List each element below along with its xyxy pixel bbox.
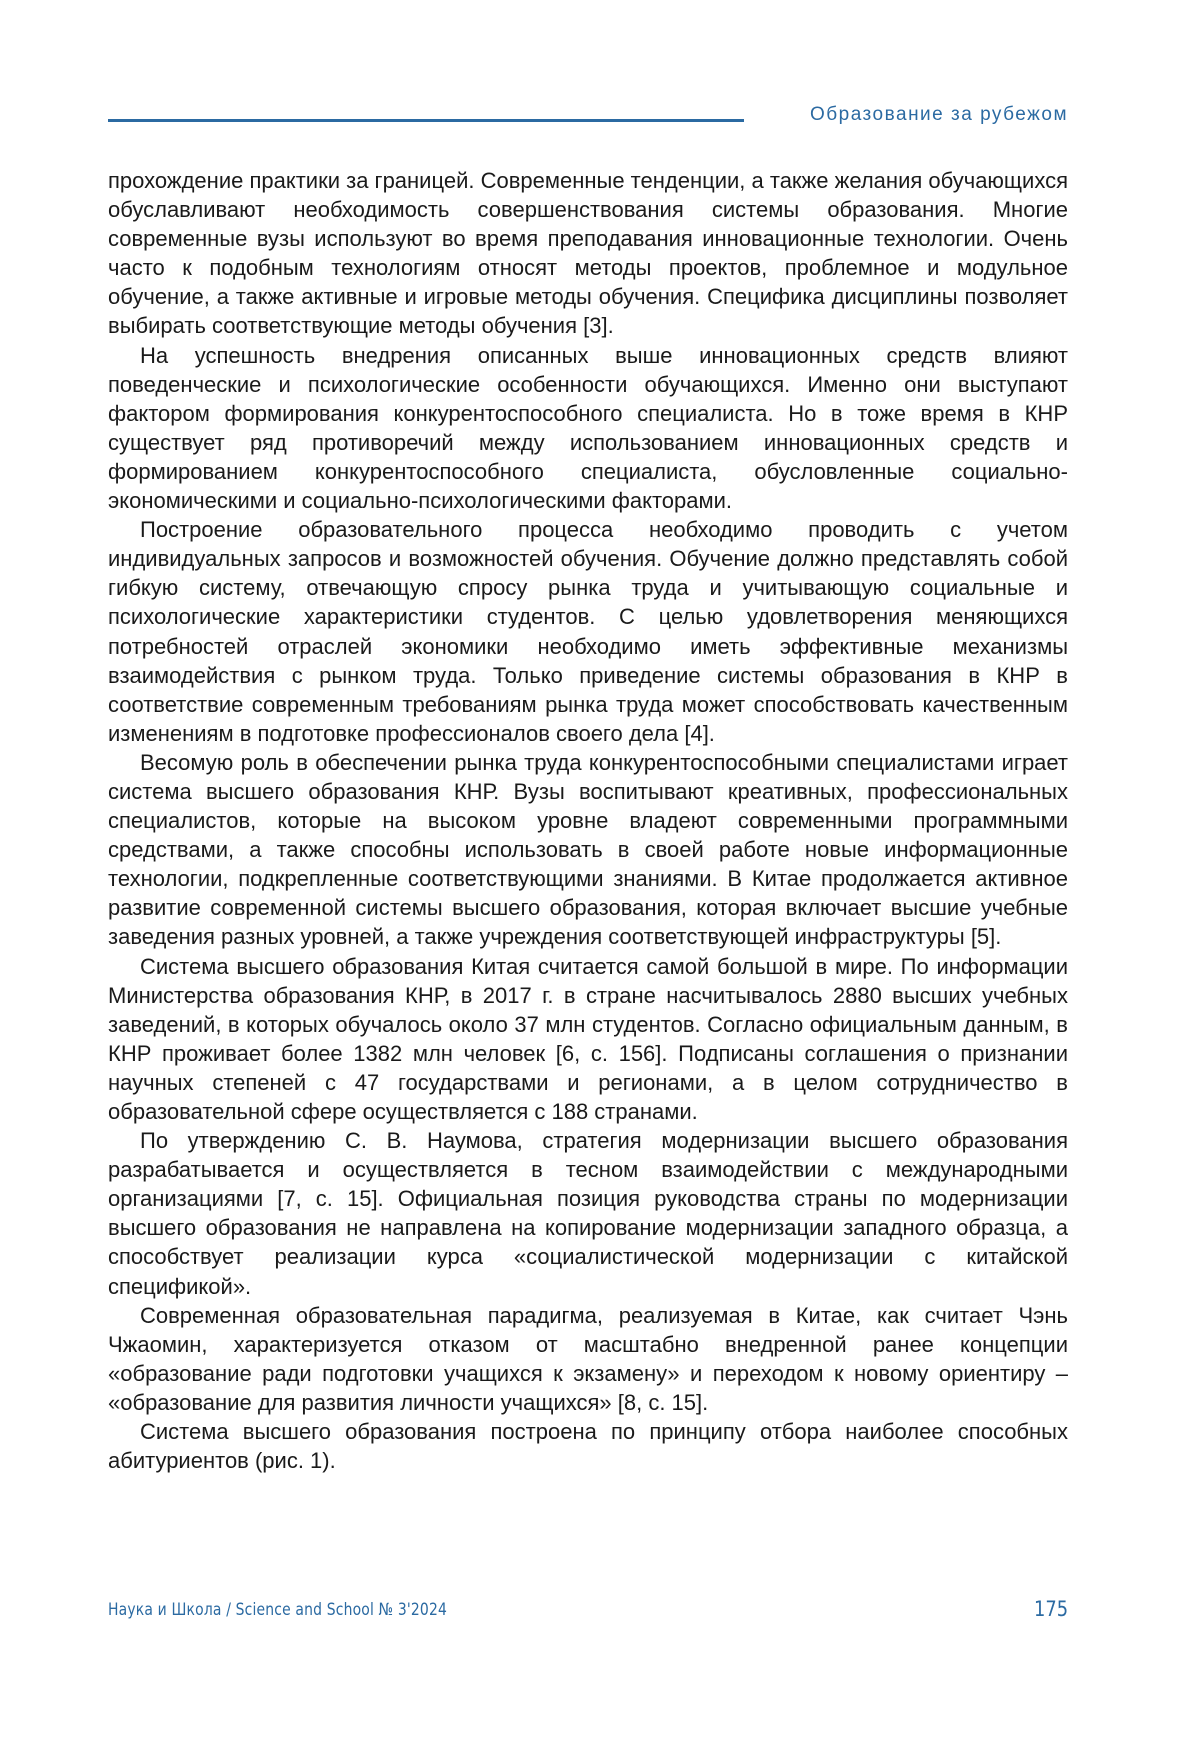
page-number: 175 <box>1033 1597 1068 1621</box>
paragraph: Система высшего образования построена по принципу отбора наиболее способных абитуриентов (рис. 1). <box>108 1419 1068 1474</box>
section-title: Образование за рубежом <box>809 104 1068 125</box>
paragraph: Современная образовательная парадигма, реализуемая в Китае, как считает Чэнь Чжаомин, характеризуется отказом от масштабно внедренной ранее концепции «образование ради подготовки учащихся к экзамену» и переходом к новому ориентиру – «образование для развития личности учащихся» [8, с. 15]. <box>108 1302 1068 1415</box>
paragraph: На успешность внедрения описанных выше инновационных средств влияют поведенческие и психологические особенности обучающихся. Именно они выступают фактором формирования конкурентоспособного специалиста. Но в тоже время в КНР существует ряд противоречий между использованием инновационных средств и формированием конкурентоспособного специалиста, обусловленные социально-экономическими и социально-психологическими факторами. <box>108 342 1068 514</box>
paragraph: Весомую роль в обеспечении рынка труда конкурентоспособными специалистами играет система высшего образования КНР. Вузы воспитывают креативных, профессиональных специалистов, которые на высоком уровне владеют современными программными средствами, а также способны использовать в своей работе новые информационные технологии, подкрепленные соответствующими знаниями. В Китае продолжается активное развитие современной системы высшего образования, которая включает высшие учебные заведения разных уровней, а также учреждения соответствующей инфраструктуры [5]. <box>108 749 1068 950</box>
article-body <box>108 166 1068 1475</box>
header-rule <box>108 119 744 122</box>
paragraph: По утверждению С. В. Наумова, стратегия модернизации высшего образования разрабатывается и осуществляется в тесном взаимодействии с международными организациями [7, с. 15]. Официальная позиция руководства страны по модернизации высшего образования не направлена на копирование модернизации западного образца, а способствует реализации курса «социалистической модернизации с китайской спецификой». <box>108 1128 1068 1299</box>
paragraph: прохождение практики за границей. Современные тенденции, а также желания обучающихся обуславливают необходимость совершенствования системы образования. Многие современные вузы используют во время преподавания инновационные технологии. Очень часто к подобным технологиям относят методы проектов, проблемное и модульное обучение, а также активные и игровые методы обучения. Специфика дисциплины позволяет выбирать соответствующие методы обучения [3]. <box>108 168 1068 339</box>
running-footer <box>108 1596 1068 1624</box>
paragraph: Построение образовательного процесса необходимо проводить с учетом индивидуальных запросов и возможностей обучения. Обучение должно представлять собой гибкую систему, отвечающую спросу рынка труда и учитывающую социальные и психологические характеристики студентов. С целью удовлетворения меняющихся потребностей отраслей экономики необходимо иметь эффективные механизмы взаимодействия с рынком труда. Только приведение системы образования в КНР в соответствие современным требованиям рынка труда может способствовать качественным изменениям в подготовке профессионалов своего дела [4]. <box>108 517 1068 746</box>
journal-citation: Наука и Школа / Science and School № 3'2024 <box>108 1600 448 1620</box>
running-header <box>108 100 1068 130</box>
paragraph: Система высшего образования Китая считается самой большой в мире. По информации Министерства образования КНР, в 2017 г. в стране насчитывалось 2880 высших учебных заведений, в которых обучалось около 37 млн студентов. Согласно официальным данным, в КНР проживает более 1382 млн человек [6, с. 156]. Подписаны соглашения о признании научных степеней с 47 государствами и регионами, а в целом сотрудничество в образовательной сфере осуществляется с 188 странами. <box>108 953 1068 1124</box>
